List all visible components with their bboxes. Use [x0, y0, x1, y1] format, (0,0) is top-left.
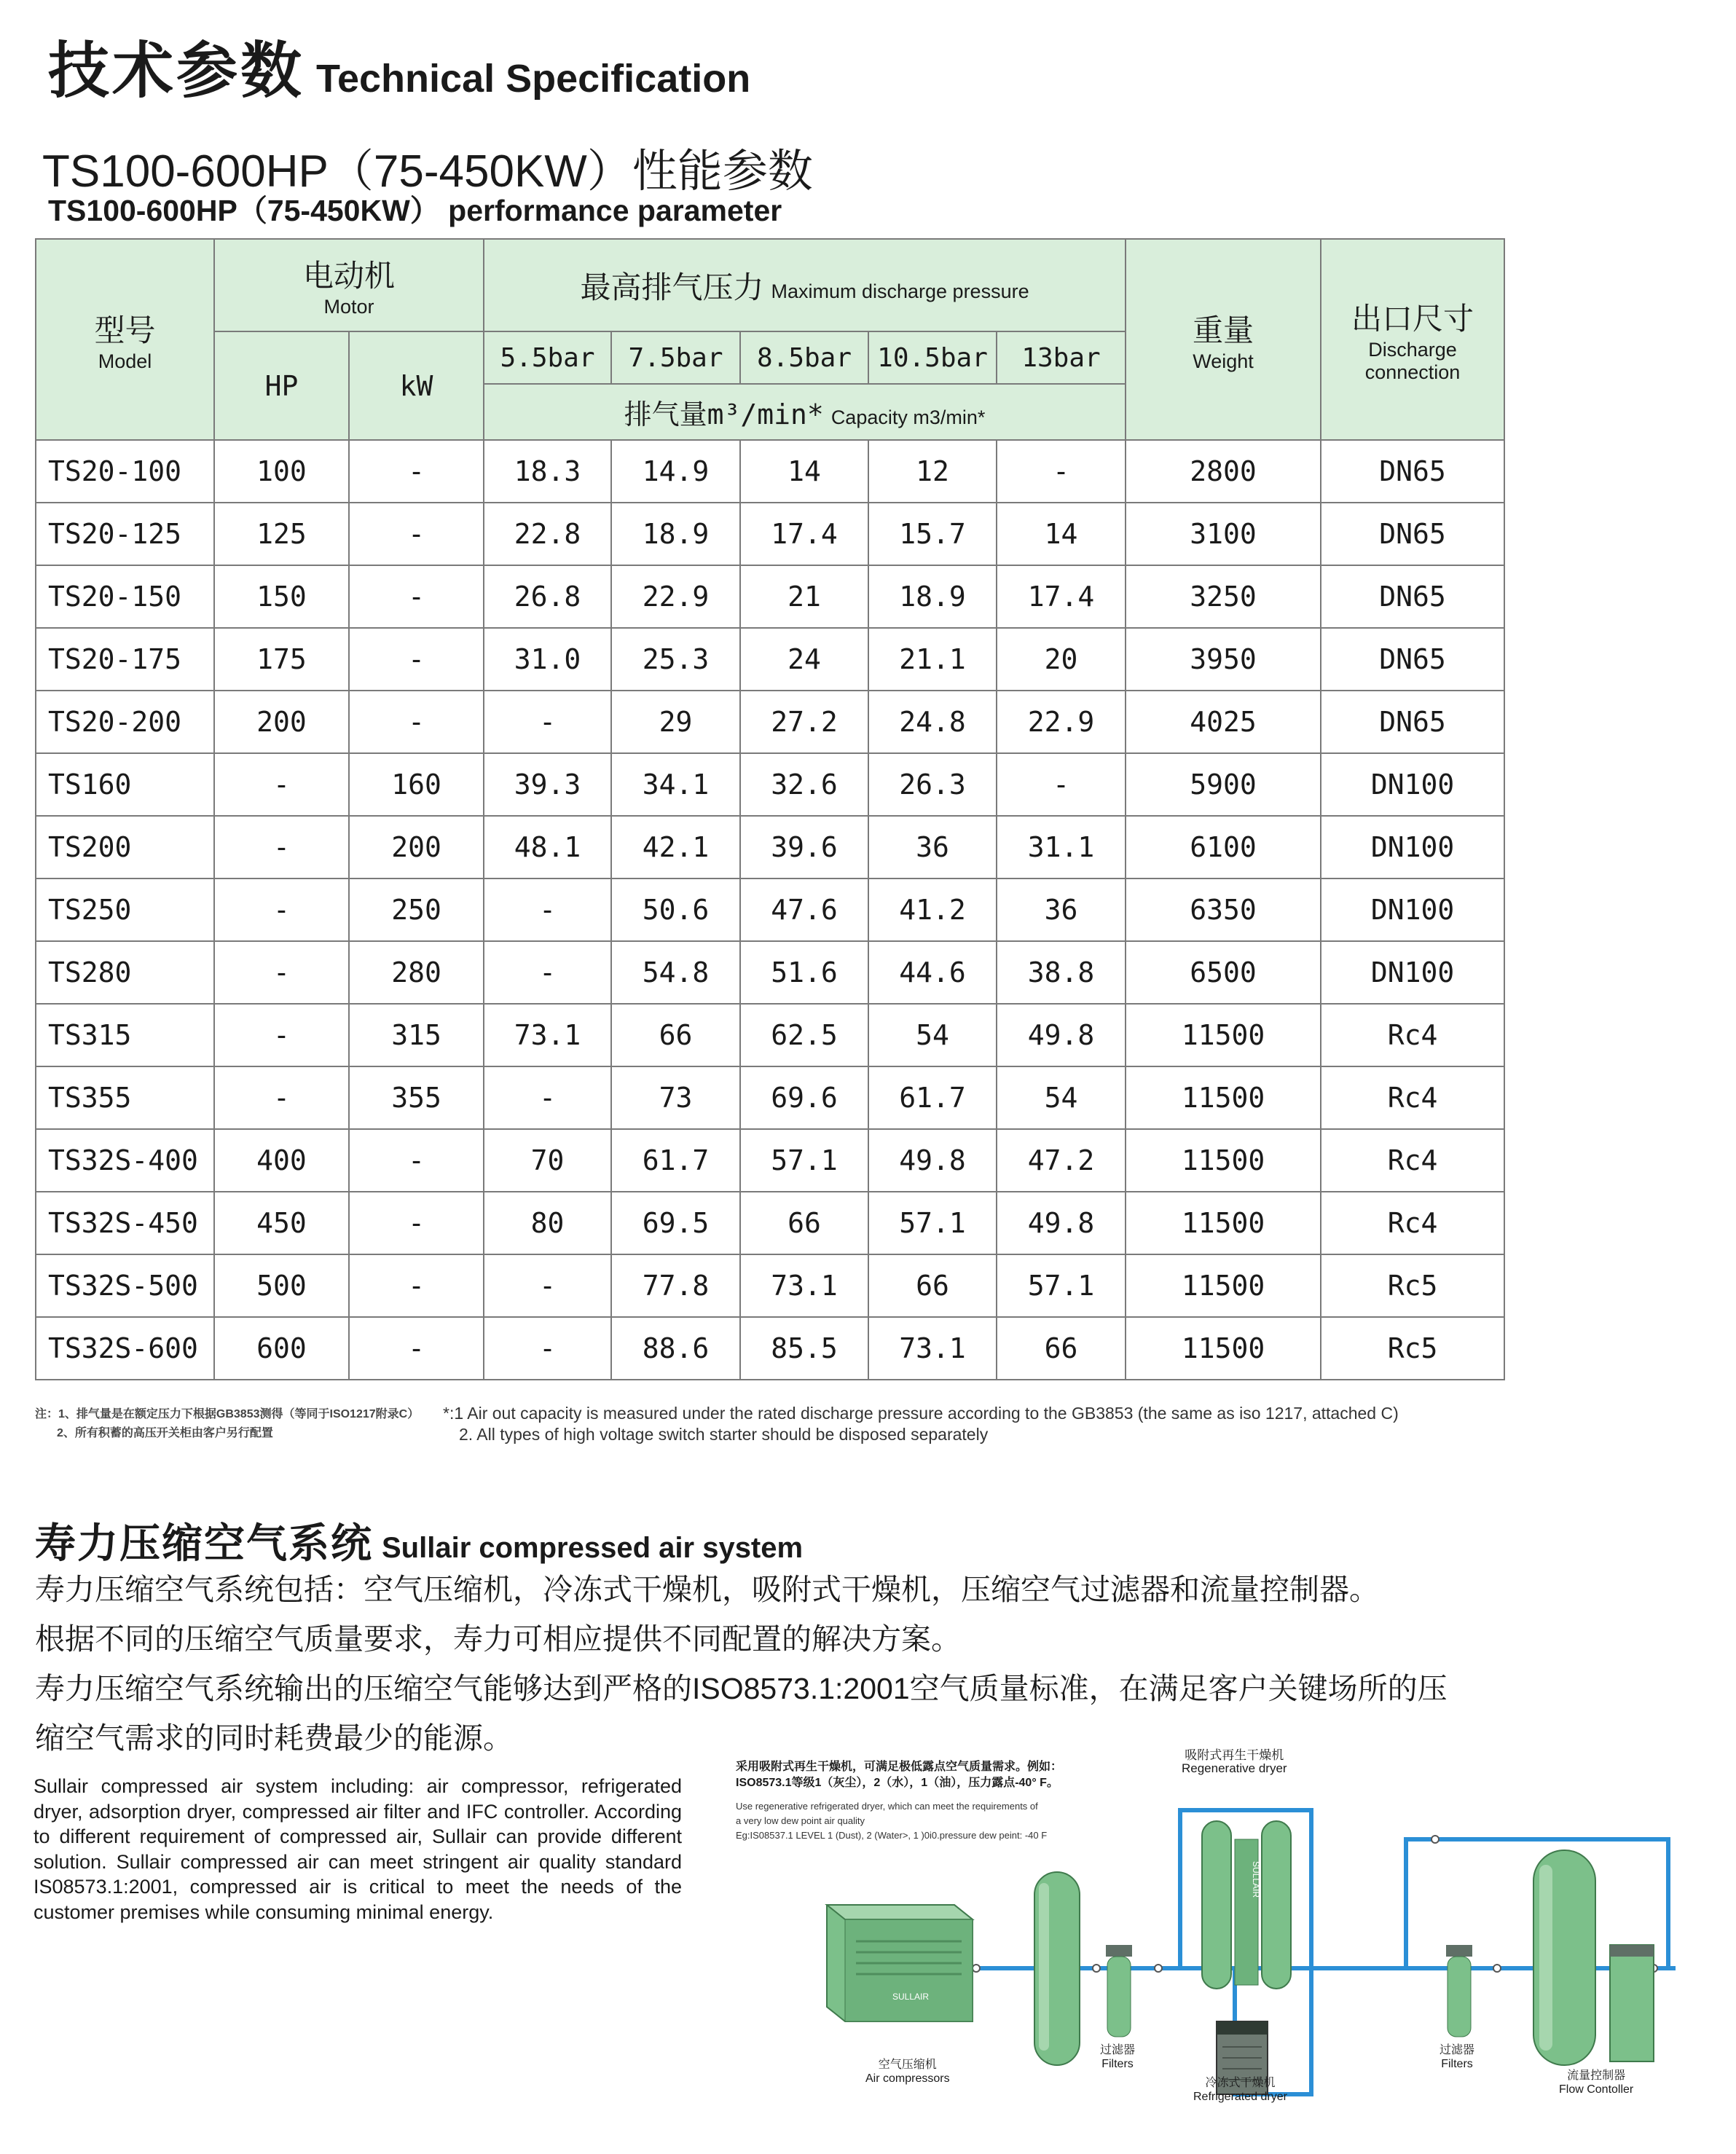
cell-p75: 29 — [611, 691, 740, 753]
header-model: 型号 Model — [36, 239, 214, 440]
cell-kw: - — [349, 1317, 484, 1380]
cell-p105: 61.7 — [868, 1066, 997, 1129]
cell-model: TS20-200 — [36, 691, 214, 753]
cell-p55: 31.0 — [484, 628, 611, 691]
cell-hp: 600 — [214, 1317, 349, 1380]
header-motor: 电动机 Motor — [214, 239, 484, 331]
cell-p55: - — [484, 1254, 611, 1317]
cell-hp: 200 — [214, 691, 349, 753]
cell-p85: 21 — [740, 565, 868, 628]
cell-p13: 47.2 — [997, 1129, 1126, 1192]
cell-kw: - — [349, 1129, 484, 1192]
cell-p105: 36 — [868, 816, 997, 878]
cell-weight: 11500 — [1126, 1317, 1321, 1380]
cell-hp: - — [214, 878, 349, 941]
cell-hp: 125 — [214, 503, 349, 565]
header-outlet: 出口尺寸 Discharge connection — [1321, 239, 1504, 440]
cell-model: TS20-175 — [36, 628, 214, 691]
section-paragraph-cn: 寿力压缩空气系统包括：空气压缩机，冷冻式干燥机，吸附式干燥机，压缩空气过滤器和流量控制器。 根据不同的压缩空气质量要求，寿力可相应提供不同配置的解决方案。 寿力压缩空气系统输出的压缩空气能够达到严格的ISO8573.1:2001空气质量标准，在满足客户关键场所的压 缩空气需求的同时耗费最少的能源。 — [35, 1573, 1448, 1755]
table-row — [36, 816, 1504, 878]
cell-p55: 80 — [484, 1192, 611, 1254]
cell-p105: 12 — [868, 440, 997, 503]
cell-outlet: Rc4 — [1321, 1004, 1504, 1066]
section-title: 寿力压缩空气系统 Sullair compressed air system — [35, 1520, 804, 1566]
diagram-note-en: Use regenerative refrigerated dryer, which can meet the requirements of a very low dew point air quality Eg:IS08537.1 LEVEL 1 (Dust), 2 (Water>, 1 )0i0.pressure dew peint: -40 F — [736, 1801, 1048, 1841]
cell-kw: 200 — [349, 816, 484, 878]
compressor-brand: SULLAIR — [892, 1992, 930, 2002]
cell-p13: 57.1 — [997, 1254, 1126, 1317]
cell-weight: 4025 — [1126, 691, 1321, 753]
cell-model: TS32S-500 — [36, 1254, 214, 1317]
cell-weight: 11500 — [1126, 1129, 1321, 1192]
header-pressure-3: 8.5bar — [740, 331, 868, 384]
cell-p85: 32.6 — [740, 753, 868, 816]
cell-p13: 36 — [997, 878, 1126, 941]
spec-table — [35, 238, 1505, 1380]
cell-p105: 54 — [868, 1004, 997, 1066]
receiver-tank-1 — [1034, 1872, 1080, 2065]
cell-p85: 85.5 — [740, 1317, 868, 1380]
cell-p75: 61.7 — [611, 1129, 740, 1192]
cell-hp: - — [214, 1004, 349, 1066]
cell-hp: - — [214, 753, 349, 816]
cell-p55: 22.8 — [484, 503, 611, 565]
cell-p13: - — [997, 753, 1126, 816]
cell-model: TS32S-450 — [36, 1192, 214, 1254]
header-pressure-2: 7.5bar — [611, 331, 740, 384]
cell-p13: 54 — [997, 1066, 1126, 1129]
cell-model: TS200 — [36, 816, 214, 878]
cell-weight: 11500 — [1126, 1066, 1321, 1129]
refrig-dryer-label: 冷冻式干燥机 Refrigerated dryer — [1193, 2077, 1287, 2103]
cell-hp: - — [214, 1066, 349, 1129]
cell-p105: 26.3 — [868, 753, 997, 816]
table-row — [36, 941, 1504, 1004]
receiver-tank-2 — [1533, 1850, 1595, 2065]
cell-outlet: DN65 — [1321, 440, 1504, 503]
cell-p75: 54.8 — [611, 941, 740, 1004]
cell-hp: 100 — [214, 440, 349, 503]
section-paragraph-en: Sullair compressed air system including: air compressor, refrigerated dryer, adsorption dryer, compressed air filter and IFC controller. According to different requirement of compressed air, Sullair can provide different solution. Sullair compressed air can meet stringent air quality standard IS08573.1:2001, compressed air is critical to meet the needs of the customer premises while consuming minimal energy. — [34, 1775, 682, 1923]
cell-hp: 500 — [214, 1254, 349, 1317]
header-pressure-1: 5.5bar — [484, 331, 611, 384]
table-row — [36, 1317, 1504, 1380]
cell-kw: - — [349, 503, 484, 565]
compressor-label: 空气压缩机 Air compressors — [865, 2059, 950, 2085]
cell-weight: 5900 — [1126, 753, 1321, 816]
cell-model: TS250 — [36, 878, 214, 941]
cell-p13: 20 — [997, 628, 1126, 691]
cell-p55: 73.1 — [484, 1004, 611, 1066]
cell-outlet: DN65 — [1321, 691, 1504, 753]
cell-outlet: DN100 — [1321, 753, 1504, 816]
cell-p85: 57.1 — [740, 1129, 868, 1192]
cell-p105: 66 — [868, 1254, 997, 1317]
cell-hp: - — [214, 816, 349, 878]
cell-p105: 24.8 — [868, 691, 997, 753]
cell-outlet: DN65 — [1321, 503, 1504, 565]
cell-kw: 355 — [349, 1066, 484, 1129]
cell-kw: - — [349, 691, 484, 753]
cell-kw: - — [349, 1192, 484, 1254]
header-weight: 重量 Weight — [1126, 239, 1321, 440]
notes-cn: 注：1、排气量是在额定压力下根据GB3853测得（等同于ISO1217附录C） 2、所有积蓄的高压开关柜由客户另行配置 — [35, 1408, 420, 1439]
notes-en: *:1 Air out capacity is measured under the rated discharge pressure according to the GB3853 (the same as iso 1217, attached C) 2. All types of high voltage switch starter should be disposed separately — [443, 1404, 1399, 1444]
cell-p105: 15.7 — [868, 503, 997, 565]
table-row — [36, 1254, 1504, 1317]
cell-p85: 69.6 — [740, 1066, 868, 1129]
cell-weight: 6500 — [1126, 941, 1321, 1004]
cell-p55: - — [484, 941, 611, 1004]
cell-p55: 48.1 — [484, 816, 611, 878]
cell-p13: 31.1 — [997, 816, 1126, 878]
cell-p13: 66 — [997, 1317, 1126, 1380]
header-capacity: 排气量m³/min* Capacity m3/min* — [484, 384, 1126, 440]
cell-hp: 400 — [214, 1129, 349, 1192]
cell-weight: 3100 — [1126, 503, 1321, 565]
cell-p75: 69.5 — [611, 1192, 740, 1254]
cell-kw: 280 — [349, 941, 484, 1004]
cell-outlet: DN100 — [1321, 816, 1504, 878]
cell-p13: 38.8 — [997, 941, 1126, 1004]
cell-weight: 11500 — [1126, 1254, 1321, 1317]
filter-1-graphic — [1106, 1945, 1132, 2037]
flow-controller-label: 流量控制器 Flow Contoller — [1559, 2070, 1634, 2096]
cell-outlet: Rc4 — [1321, 1129, 1504, 1192]
table-row — [36, 878, 1504, 941]
regen-dryer-label: 吸附式再生干燥机 Regenerative dryer — [1182, 1748, 1287, 1775]
cell-p75: 18.9 — [611, 503, 740, 565]
cell-model: TS280 — [36, 941, 214, 1004]
cell-p75: 77.8 — [611, 1254, 740, 1317]
subtitle-cn: TS100-600HP（75-450KW）性能参数 — [42, 146, 813, 197]
cell-p55: 18.3 — [484, 440, 611, 503]
cell-p105: 21.1 — [868, 628, 997, 691]
cell-hp: 175 — [214, 628, 349, 691]
flow-controller-graphic — [1610, 1945, 1654, 2061]
cell-p85: 24 — [740, 628, 868, 691]
cell-hp: 450 — [214, 1192, 349, 1254]
cell-p55: 26.8 — [484, 565, 611, 628]
table-row — [36, 503, 1504, 565]
cell-p13: 49.8 — [997, 1004, 1126, 1066]
cell-kw: - — [349, 628, 484, 691]
cell-hp: 150 — [214, 565, 349, 628]
table-row — [36, 1004, 1504, 1066]
cell-p105: 57.1 — [868, 1192, 997, 1254]
cell-model: TS20-100 — [36, 440, 214, 503]
cell-model: TS32S-400 — [36, 1129, 214, 1192]
page-title — [48, 22, 750, 110]
cell-p105: 18.9 — [868, 565, 997, 628]
cell-p75: 42.1 — [611, 816, 740, 878]
cell-p75: 73 — [611, 1066, 740, 1129]
cell-p85: 73.1 — [740, 1254, 868, 1317]
cell-p75: 66 — [611, 1004, 740, 1066]
cell-model: TS32S-600 — [36, 1317, 214, 1380]
cell-weight: 11500 — [1126, 1192, 1321, 1254]
page-title-en: Technical Specification — [316, 57, 751, 101]
cell-outlet: Rc5 — [1321, 1317, 1504, 1380]
cell-p13: - — [997, 440, 1126, 503]
cell-p85: 66 — [740, 1192, 868, 1254]
cell-kw: 315 — [349, 1004, 484, 1066]
cell-p13: 49.8 — [997, 1192, 1126, 1254]
cell-p105: 73.1 — [868, 1317, 997, 1380]
header-pressure-4: 10.5bar — [868, 331, 997, 384]
filter-1-label: 过滤器 Filters — [1100, 2044, 1136, 2070]
cell-outlet: Rc4 — [1321, 1066, 1504, 1129]
cell-p13: 22.9 — [997, 691, 1126, 753]
cell-p75: 50.6 — [611, 878, 740, 941]
cell-p13: 17.4 — [997, 565, 1126, 628]
cell-model: TS315 — [36, 1004, 214, 1066]
cell-p55: - — [484, 691, 611, 753]
table-row — [36, 440, 1504, 503]
cell-p85: 14 — [740, 440, 868, 503]
system-diagram — [736, 1748, 1683, 2103]
cell-p55: 39.3 — [484, 753, 611, 816]
cell-outlet: DN100 — [1321, 878, 1504, 941]
air-compressor-graphic — [827, 1905, 973, 2021]
table-row — [36, 753, 1504, 816]
page-title-cn: 技术参数 — [48, 36, 305, 105]
cell-outlet: DN100 — [1321, 941, 1504, 1004]
table-row — [36, 1192, 1504, 1254]
subtitle-en: TS100-600HP（75-450KW） performance parameter — [48, 194, 782, 227]
header-kw: kW — [349, 331, 484, 440]
cell-p75: 25.3 — [611, 628, 740, 691]
cell-p13: 14 — [997, 503, 1126, 565]
cell-p85: 39.6 — [740, 816, 868, 878]
cell-kw: - — [349, 440, 484, 503]
cell-kw: - — [349, 565, 484, 628]
cell-model: TS160 — [36, 753, 214, 816]
cell-weight: 11500 — [1126, 1004, 1321, 1066]
cell-p55: - — [484, 1066, 611, 1129]
cell-p85: 17.4 — [740, 503, 868, 565]
cell-model: TS20-150 — [36, 565, 214, 628]
table-row — [36, 1066, 1504, 1129]
cell-outlet: Rc4 — [1321, 1192, 1504, 1254]
filter-2-label: 过滤器 Filters — [1440, 2044, 1475, 2070]
header-pressure: 最高排气压力 Maximum discharge pressure — [484, 239, 1126, 331]
regenerative-dryer-graphic — [1202, 1821, 1291, 1989]
cell-model: TS20-125 — [36, 503, 214, 565]
cell-weight: 3250 — [1126, 565, 1321, 628]
cell-outlet: DN65 — [1321, 628, 1504, 691]
header-hp: HP — [214, 331, 349, 440]
cell-kw: - — [349, 1254, 484, 1317]
cell-p55: - — [484, 878, 611, 941]
cell-p75: 34.1 — [611, 753, 740, 816]
cell-p85: 47.6 — [740, 878, 868, 941]
cell-kw: 160 — [349, 753, 484, 816]
header-pressure-5: 13bar — [997, 331, 1126, 384]
cell-weight: 3950 — [1126, 628, 1321, 691]
table-row — [36, 1129, 1504, 1192]
cell-p105: 49.8 — [868, 1129, 997, 1192]
cell-p105: 41.2 — [868, 878, 997, 941]
cell-p55: 70 — [484, 1129, 611, 1192]
table-row — [36, 691, 1504, 753]
cell-p75: 14.9 — [611, 440, 740, 503]
cell-model: TS355 — [36, 1066, 214, 1129]
cell-p85: 27.2 — [740, 691, 868, 753]
cell-p85: 51.6 — [740, 941, 868, 1004]
cell-weight: 6350 — [1126, 878, 1321, 941]
table-row — [36, 565, 1504, 628]
cell-p105: 44.6 — [868, 941, 997, 1004]
cell-kw: 250 — [349, 878, 484, 941]
cell-hp: - — [214, 941, 349, 1004]
cell-p75: 22.9 — [611, 565, 740, 628]
table-row — [36, 628, 1504, 691]
cell-outlet: DN65 — [1321, 565, 1504, 628]
cell-p85: 62.5 — [740, 1004, 868, 1066]
cell-p75: 88.6 — [611, 1317, 740, 1380]
diagram-note-cn: 采用吸附式再生干燥机，可满足极低露点空气质量需求。例如： ISO8573.1等级1（灰尘），2（水），1（油），压力露点-40° F。 — [736, 1761, 1063, 1789]
dryer-brand: SULLAIR — [1251, 1861, 1261, 1898]
cell-p55: - — [484, 1317, 611, 1380]
filter-2-graphic — [1446, 1945, 1472, 2037]
cell-weight: 6100 — [1126, 816, 1321, 878]
cell-outlet: Rc5 — [1321, 1254, 1504, 1317]
cell-weight: 2800 — [1126, 440, 1321, 503]
